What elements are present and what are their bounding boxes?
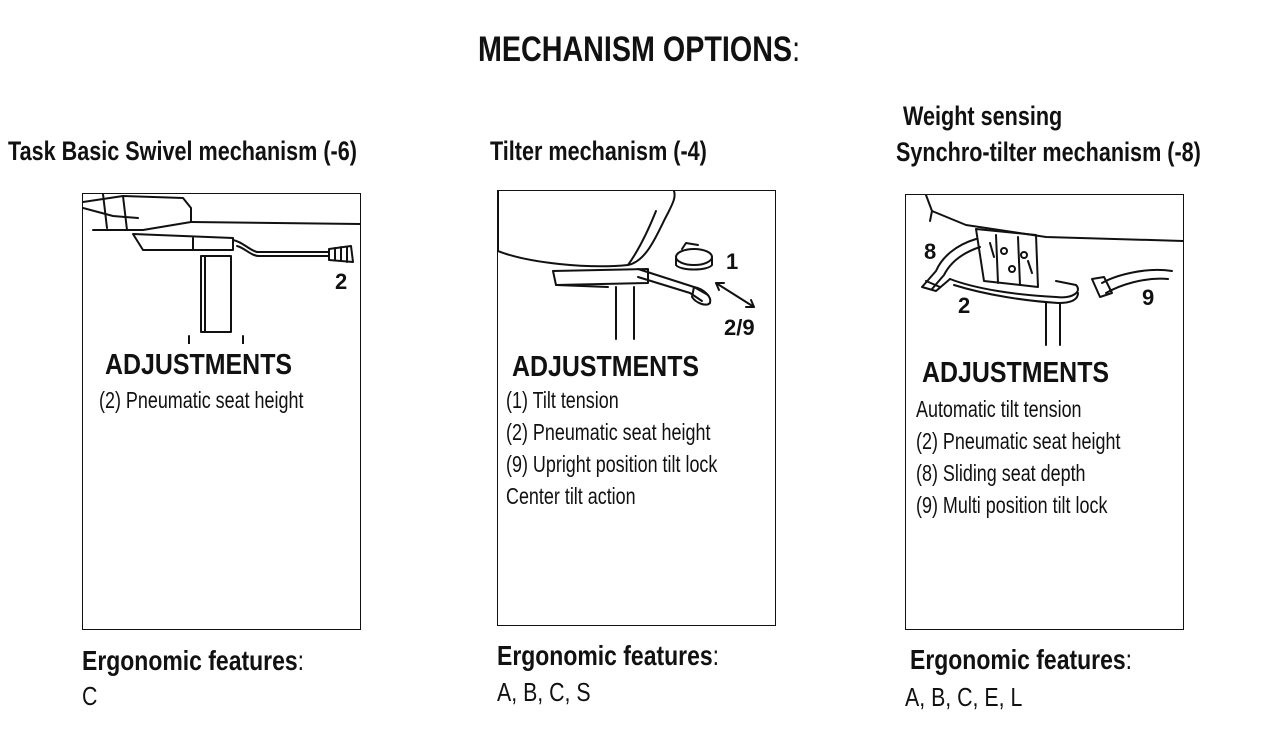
page-title-text: MECHANISM OPTIONS: [477, 30, 793, 69]
adjustment-item: (2) Pneumatic seat height: [99, 387, 304, 413]
tilter-mechanism-illustration: [498, 191, 776, 351]
column-title-swivel: Task Basic Swivel mechanism (-6): [8, 136, 357, 166]
ergonomic-features-values: A, B, C, E, L: [905, 682, 1023, 712]
ergonomic-colon: :: [712, 640, 720, 671]
column-title-synchro-line2: Synchro-tilter mechanism (-8): [896, 137, 1201, 167]
callout-2: 2: [958, 293, 971, 318]
callout-1: 1: [726, 249, 739, 274]
ergonomic-colon: :: [297, 645, 305, 676]
adjustment-item: Automatic tilt tension: [916, 396, 1082, 422]
callout-2: 2: [335, 269, 348, 294]
callout-8: 8: [924, 239, 937, 264]
adjustment-item: (9) Multi position tilt lock: [916, 492, 1108, 518]
adjustments-heading: ADJUSTMENTS: [922, 357, 1110, 389]
panel-tilter: [497, 190, 776, 626]
adjustments-list: [506, 384, 717, 512]
ergonomic-label-text: Ergonomic features: [910, 644, 1126, 675]
column-title-tilter: Tilter mechanism (-4): [490, 136, 707, 166]
panel-swivel: [82, 193, 361, 630]
page-title: [115, 30, 1163, 70]
ergonomic-features-label: [910, 644, 1132, 676]
ergonomic-features-values: C: [82, 681, 98, 711]
ergonomic-features-label: [497, 640, 719, 672]
synchro-tilter-mechanism-illustration: [906, 195, 1184, 355]
ergonomic-colon: :: [1125, 644, 1133, 675]
panel-synchro-tilter: [905, 194, 1184, 630]
ergonomic-features-values: A, B, C, S: [497, 677, 591, 707]
column-title-synchro-line1: Weight sensing: [903, 101, 1063, 131]
adjustments-heading: ADJUSTMENTS: [512, 351, 700, 383]
adjustment-item: (8) Sliding seat depth: [916, 460, 1086, 486]
ergonomic-label-text: Ergonomic features: [497, 640, 713, 671]
ergonomic-label-text: Ergonomic features: [82, 645, 298, 676]
adjustments-list: [916, 393, 1120, 521]
adjustment-item: (2) Pneumatic seat height: [916, 428, 1121, 454]
callout-2-9: 2/9: [724, 315, 755, 340]
callout-9: 9: [1142, 285, 1155, 310]
page-title-colon: :: [792, 30, 801, 69]
adjustment-item: (1) Tilt tension: [506, 387, 619, 413]
adjustment-item: (2) Pneumatic seat height: [506, 419, 711, 445]
adjustment-item: (9) Upright position tilt lock: [506, 451, 718, 477]
adjustment-item: Center tilt action: [506, 483, 636, 509]
ergonomic-features-label: [82, 645, 304, 677]
swivel-mechanism-illustration: [83, 194, 361, 344]
adjustments-heading: ADJUSTMENTS: [105, 349, 293, 381]
adjustments-list: [99, 384, 303, 416]
